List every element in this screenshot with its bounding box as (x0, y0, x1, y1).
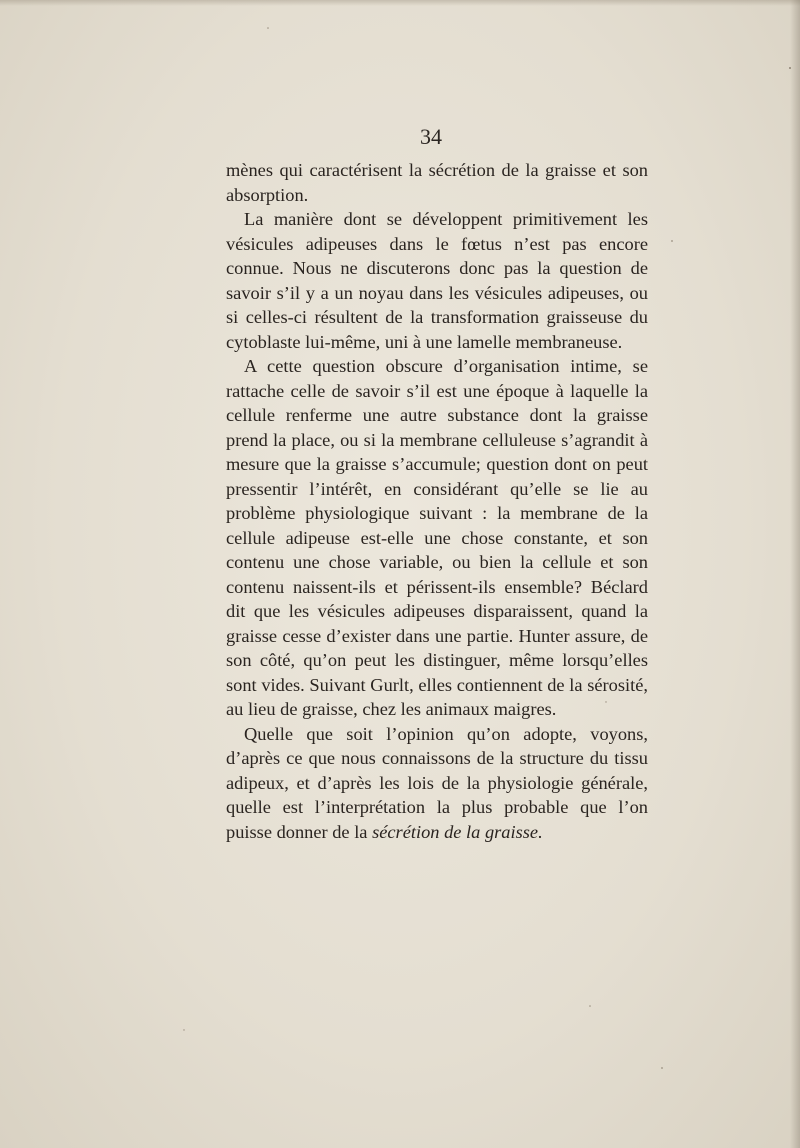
paragraph-organisation: A cette question obscure d’organisation intime, se rattache celle de savoir s’il est une époque à laquelle la cellule renferme une autre substance dont la graisse prend la place, ou si la membrane celluleuse s’agrandit à mesure que la graisse s’accumule; question dont on peut pressentir l’intérêt, en considérant qu’elle se lie au problème physiologique suivant : la membrane de la cellule adipeuse est-elle une chose constante, et son contenu une chose variable, ou bien la cellule et son contenu naissent-ils et périssent-ils ensemble? Béclard dit que les vésicules adipeuses disparaissent, quand la graisse cesse d’exister dans une partie. Hunter assure, de son côté, qu’on peut les distinguer, même lorsqu’elles sont vides. Suivant Gurlt, elles contiennent de la sérosité, au lieu de graisse, chez les animaux maigres. (226, 356, 648, 719)
paragraph-interpretation (226, 722, 648, 845)
body-text (226, 158, 648, 844)
page-number: 34 (420, 124, 442, 149)
page-top-shadow (0, 0, 800, 6)
paragraph-continuation: mènes qui caractérisent la sécrétion de la graisse et son absorption. (226, 160, 648, 205)
paragraph-interpretation-text: Quelle que soit l’opinion qu’on adopte, voyons, d’après ce que nous connaissons de la structure du tissu adipeux, et d’après les lois de la physiologie générale, quelle est l’interprétation la plus probable que l’on puisse donner de la (226, 723, 648, 842)
page-edge-shadow (790, 0, 800, 1148)
italic-phrase: sécrétion de la graisse. (372, 821, 543, 842)
paragraph-vesicles: La manière dont se développent primitivement les vésicules adipeuses dans le fœtus n’est pas encore connue. Nous ne discuterons donc pas la question de savoir s’il y a un noyau dans les vésicules adipeuses, ou si celles-ci résultent de la transformation graisseuse du cytoblaste lui-même, uni à une lamelle membraneuse. (226, 209, 648, 352)
